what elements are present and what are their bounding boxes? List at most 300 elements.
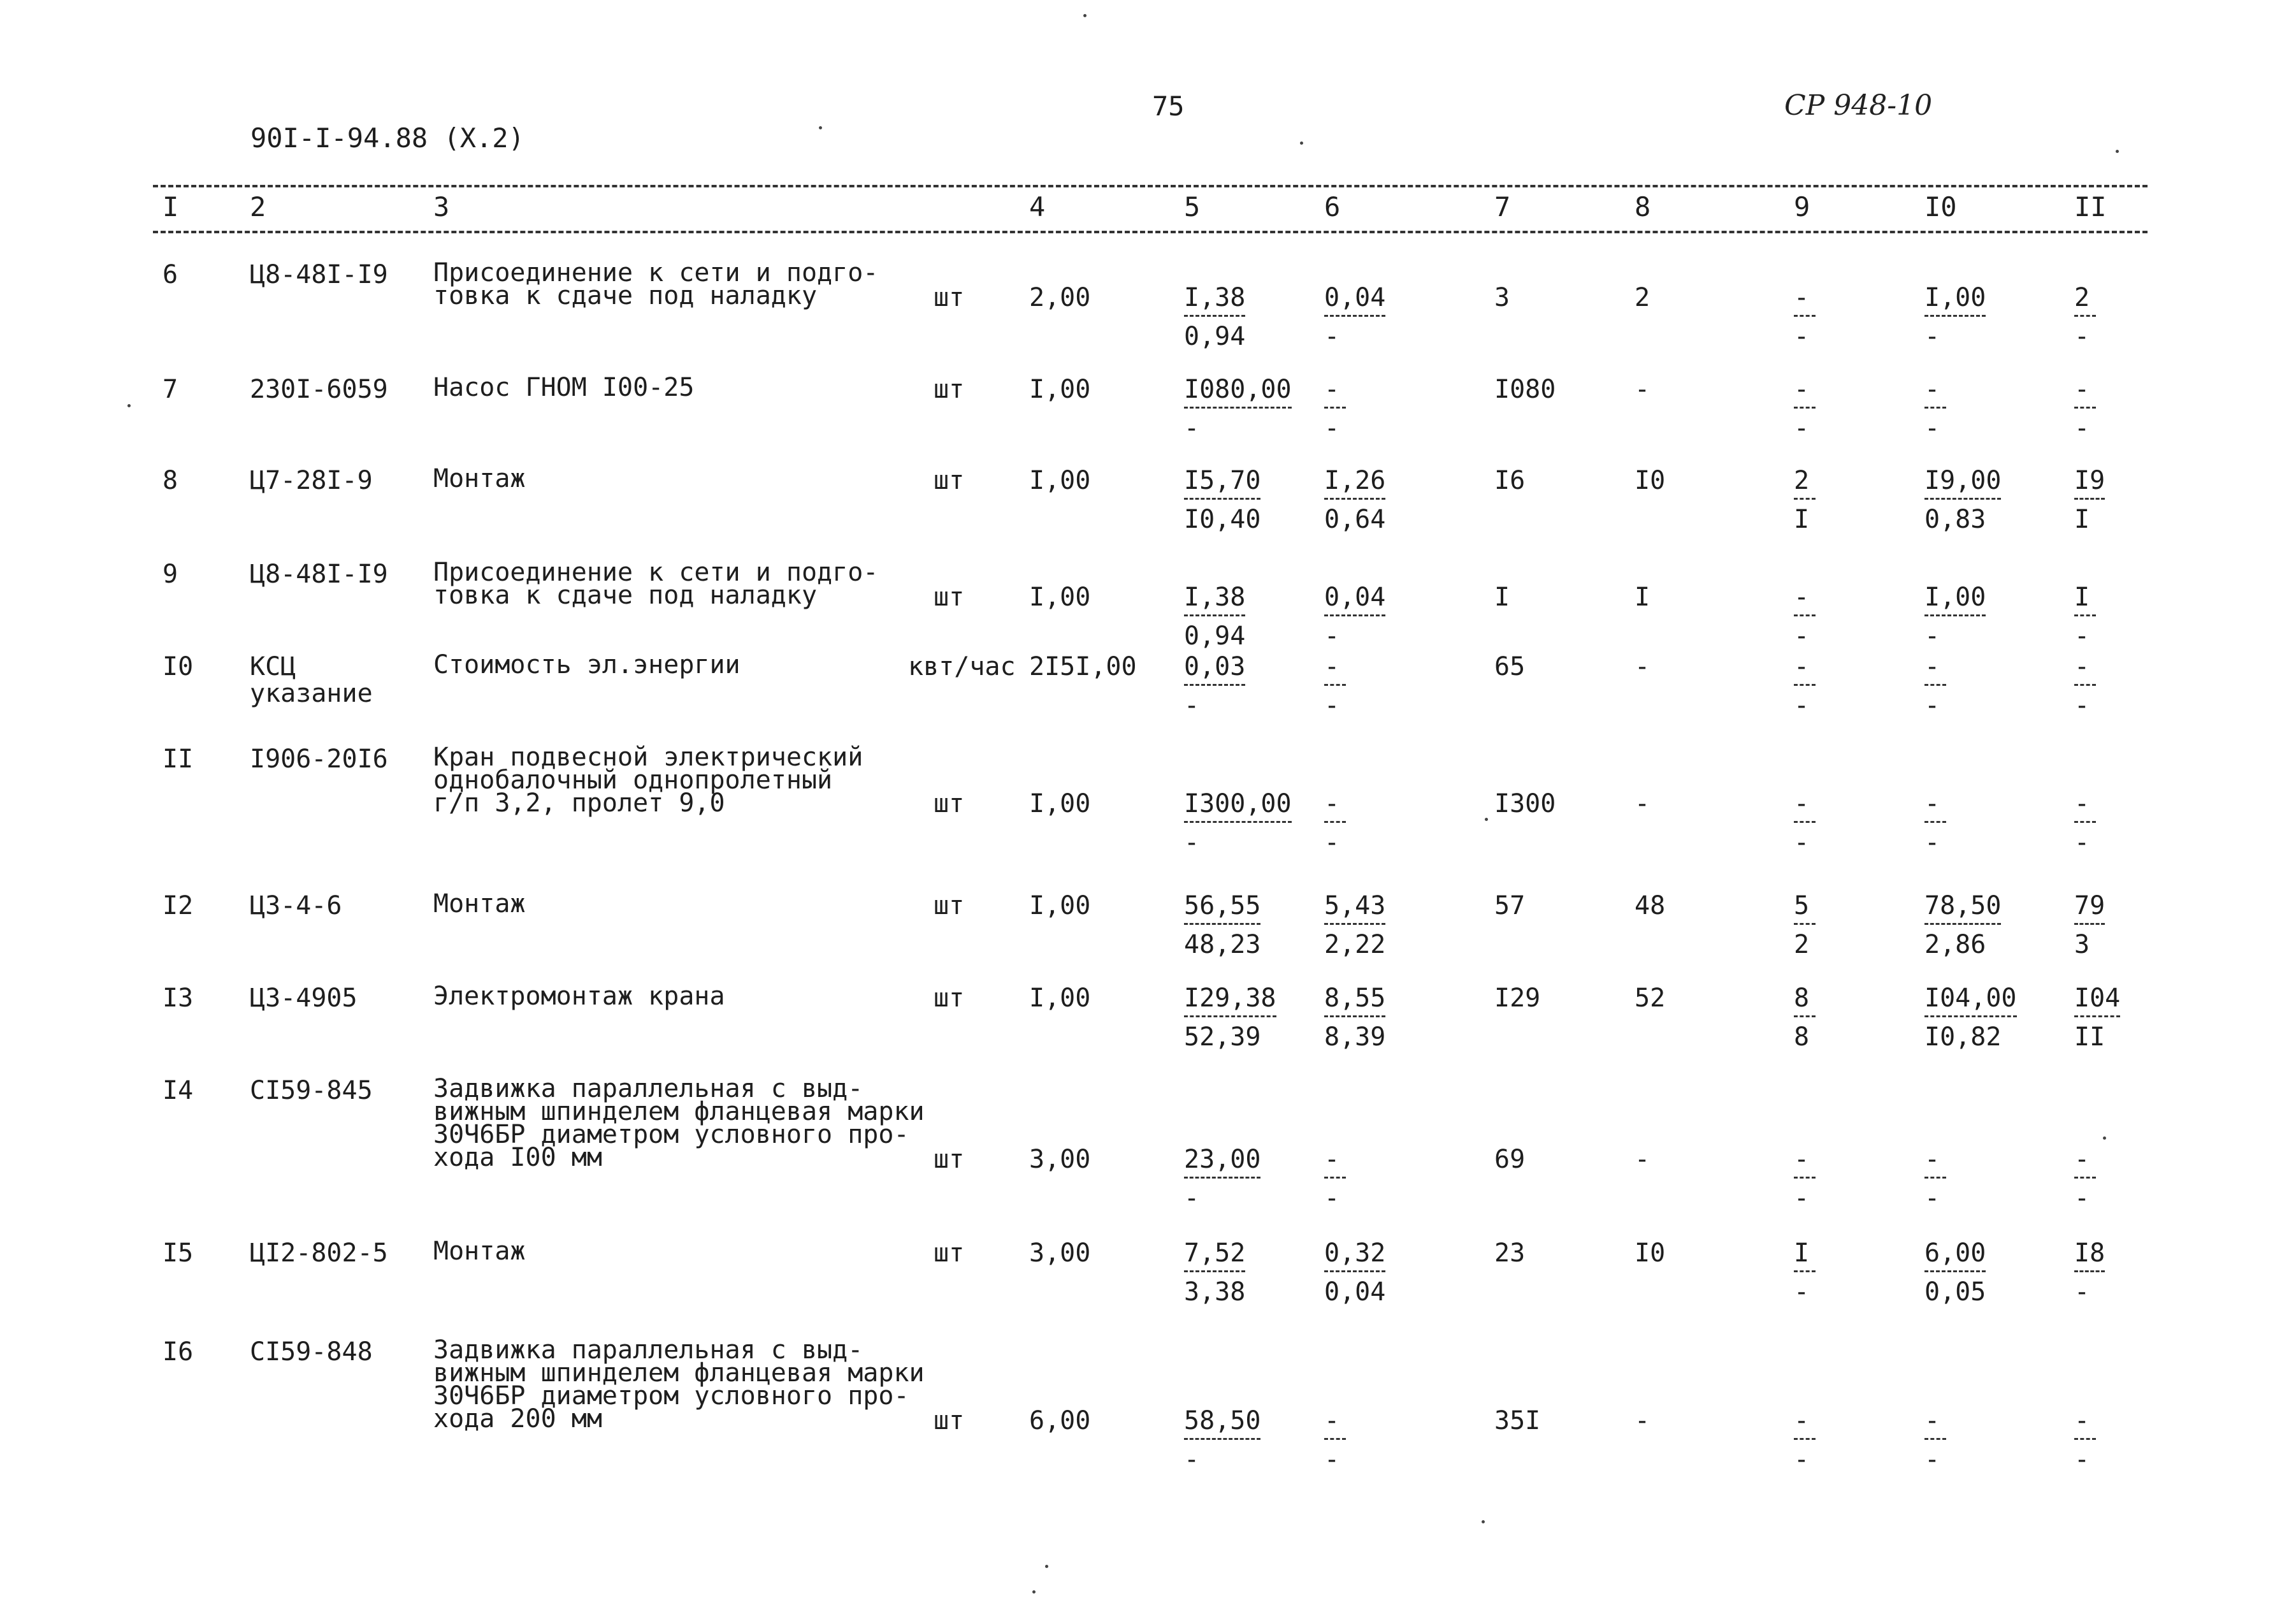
fraction-col-9: [1794, 985, 1816, 1050]
quantity: I,00: [1029, 891, 1091, 920]
fraction-denominator: I0,40: [1184, 505, 1261, 534]
fraction-denominator: -: [1184, 1445, 1200, 1474]
total-cost: I: [1494, 583, 1510, 612]
row-number: I2: [162, 891, 194, 920]
fraction-bar: [1184, 315, 1245, 317]
fraction-numerator: 6,00: [1924, 1238, 1986, 1268]
fraction-denominator: I: [2074, 505, 2090, 534]
item-code: Ц3-4-6: [250, 891, 342, 920]
item-code: Ц3-4905: [250, 984, 357, 1013]
fraction-numerator: I,00: [1924, 583, 1986, 612]
fraction-numerator: 2: [1794, 466, 1810, 495]
fraction-denominator: -: [2074, 691, 2090, 720]
unit: шт: [934, 583, 965, 612]
fraction-numerator: -: [1794, 789, 1810, 818]
fraction-numerator: 8,55: [1324, 984, 1386, 1013]
item-code: I906-20I6: [250, 744, 388, 774]
total-cost: 69: [1494, 1145, 1526, 1174]
fraction-bar: [1184, 1438, 1260, 1440]
column-header-6: 6: [1324, 191, 1341, 222]
handwritten-reference: СР 948-10: [1784, 89, 1933, 122]
wage-total: -: [1635, 375, 1650, 404]
quantity: I,00: [1029, 466, 1091, 495]
fraction-col-9: [1794, 892, 1816, 958]
fraction-bar: [1324, 1015, 1385, 1017]
quantity: I,00: [1029, 375, 1091, 404]
fraction-col-5: [1184, 376, 1292, 442]
fraction-col-10: [1924, 284, 1986, 350]
fraction-denominator: -: [1794, 1445, 1810, 1474]
total-cost: 65: [1494, 652, 1526, 681]
fraction-col-10: [1924, 584, 1986, 650]
fraction-denominator: -: [1924, 621, 1940, 651]
row-number: 6: [162, 260, 178, 289]
unit: квт/час: [908, 652, 1016, 681]
item-description: Задвижка параллельная с выд- вижным шпинделем фланцевая марки 30Ч6БР диаметром условного про- хода 200 мм: [433, 1335, 925, 1434]
fraction-col-10: [1924, 985, 2017, 1050]
fraction-bar: [1924, 614, 1986, 616]
fraction-numerator: I,38: [1184, 583, 1246, 612]
fraction-bar: [1324, 407, 1346, 409]
fraction-col-10: [1924, 1407, 1946, 1473]
wage-total: I: [1635, 583, 1650, 612]
fraction-numerator: I080,00: [1184, 375, 1292, 404]
fraction-bar: [1794, 1270, 1816, 1272]
fraction-col-10: [1924, 892, 2001, 958]
fraction-col-5: [1184, 1407, 1260, 1473]
fraction-numerator: 0,04: [1324, 583, 1386, 612]
fraction-col-9: [1794, 584, 1816, 650]
fraction-numerator: -: [2074, 652, 2090, 681]
fraction-col-5: [1184, 892, 1260, 958]
fraction-bar: [1324, 821, 1346, 823]
wage-total: -: [1635, 1406, 1650, 1435]
fraction-bar: [1924, 1177, 1946, 1179]
unit: шт: [934, 1406, 965, 1435]
fraction-bar: [1324, 1270, 1385, 1272]
fraction-col-6: [1324, 653, 1346, 719]
item-description: Присоединение к сети и подго- товка к сдаче под наладку: [433, 558, 879, 610]
fraction-col-9: [1794, 284, 1816, 350]
fraction-denominator: -: [1324, 1445, 1340, 1474]
fraction-denominator: -: [1924, 828, 1940, 857]
fraction-denominator: -: [1184, 414, 1200, 443]
fraction-bar: [1184, 1270, 1245, 1272]
fraction-numerator: 0,04: [1324, 283, 1386, 312]
quantity: I,00: [1029, 789, 1091, 818]
fraction-numerator: -: [1794, 1145, 1810, 1174]
wage-total: -: [1635, 789, 1650, 818]
fraction-col-11: [2074, 985, 2120, 1050]
quantity: I,00: [1029, 583, 1091, 612]
fraction-bar: [2074, 1177, 2096, 1179]
fraction-bar: [1924, 1270, 1986, 1272]
item-description: Кран подвесной электрический однобалочный однопролетный г/п 3,2, пролет 9,0: [433, 743, 863, 818]
fraction-denominator: 3: [2074, 930, 2090, 959]
fraction-col-6: [1324, 584, 1385, 650]
column-header-11: II: [2074, 191, 2107, 222]
fraction-numerator: 5: [1794, 891, 1810, 920]
fraction-numerator: 79: [2074, 891, 2105, 920]
fraction-numerator: I: [2074, 583, 2090, 612]
unit: шт: [934, 789, 965, 818]
row-number: I6: [162, 1337, 194, 1367]
item-code: Ц8-48I-I9: [250, 560, 388, 589]
fraction-bar: [1794, 614, 1816, 616]
fraction-denominator: 2: [1794, 930, 1810, 959]
fraction-col-6: [1324, 1407, 1346, 1473]
fraction-numerator: I,38: [1184, 283, 1246, 312]
fraction-numerator: -: [1924, 652, 1940, 681]
quantity: 6,00: [1029, 1406, 1091, 1435]
fraction-denominator: -: [2074, 414, 2090, 443]
fraction-bar: [1184, 923, 1260, 925]
total-cost: 3: [1494, 283, 1510, 312]
scan-speck: [127, 404, 131, 407]
fraction-col-10: [1924, 467, 2001, 533]
fraction-bar: [2074, 1438, 2096, 1440]
fraction-col-11: [2074, 1240, 2105, 1305]
fraction-col-10: [1924, 1146, 1946, 1212]
unit: шт: [934, 375, 965, 404]
fraction-numerator: 5,43: [1324, 891, 1386, 920]
column-header-10: I0: [1924, 191, 1957, 222]
fraction-bar: [2074, 923, 2105, 925]
fraction-col-11: [2074, 376, 2096, 442]
fraction-col-5: [1184, 467, 1260, 533]
fraction-col-11: [2074, 653, 2096, 719]
fraction-numerator: I300,00: [1184, 789, 1292, 818]
fraction-denominator: -: [1924, 322, 1940, 351]
quantity: 2,00: [1029, 283, 1091, 312]
fraction-col-5: [1184, 1146, 1260, 1212]
fraction-numerator: -: [2074, 375, 2090, 404]
fraction-bar: [1794, 923, 1816, 925]
item-description: Стоимость эл.энергии: [433, 650, 740, 679]
fraction-denominator: 0,64: [1324, 505, 1386, 534]
fraction-denominator: -: [1794, 691, 1810, 720]
fraction-col-9: [1794, 376, 1816, 442]
fraction-denominator: 3,38: [1184, 1277, 1246, 1307]
quantity: 3,00: [1029, 1238, 1091, 1268]
total-cost: 23: [1494, 1238, 1526, 1268]
wage-total: -: [1635, 652, 1650, 681]
fraction-numerator: I,26: [1324, 466, 1386, 495]
item-description: Монтаж: [433, 1237, 526, 1266]
item-code: Ц7-28I-9: [250, 466, 373, 495]
fraction-numerator: I5,70: [1184, 466, 1261, 495]
fraction-col-11: [2074, 892, 2105, 958]
fraction-bar: [1794, 1177, 1816, 1179]
fraction-bar: [1924, 1015, 2017, 1017]
scan-speck: [2103, 1136, 2106, 1140]
fraction-denominator: -: [1794, 828, 1810, 857]
fraction-bar: [1924, 923, 2001, 925]
fraction-col-9: [1794, 1146, 1816, 1212]
fraction-denominator: -: [1924, 414, 1940, 443]
fraction-bar: [1324, 1177, 1346, 1179]
fraction-numerator: I04,00: [1924, 984, 2017, 1013]
scan-speck: [819, 126, 822, 129]
scan-speck: [1485, 818, 1488, 821]
fraction-bar: [2074, 498, 2105, 500]
fraction-bar: [1924, 407, 1946, 409]
fraction-numerator: 58,50: [1184, 1406, 1261, 1435]
wage-total: 48: [1635, 891, 1666, 920]
total-cost: 57: [1494, 891, 1526, 920]
fraction-numerator: 0,32: [1324, 1238, 1386, 1268]
fraction-bar: [2074, 614, 2096, 616]
column-header-1: I: [162, 191, 179, 222]
fraction-numerator: -: [1794, 283, 1810, 312]
fraction-bar: [1324, 684, 1346, 686]
fraction-denominator: -: [2074, 828, 2090, 857]
unit: шт: [934, 1238, 965, 1268]
fraction-denominator: 52,39: [1184, 1022, 1261, 1052]
fraction-bar: [1324, 1438, 1346, 1440]
fraction-numerator: 7,52: [1184, 1238, 1246, 1268]
column-header-7: 7: [1494, 191, 1511, 222]
wage-total: -: [1635, 1145, 1650, 1174]
fraction-denominator: I: [1794, 505, 1810, 534]
fraction-bar: [2074, 315, 2096, 317]
fraction-denominator: II: [2074, 1022, 2105, 1052]
scan-speck: [1032, 1590, 1036, 1594]
fraction-denominator: 2,86: [1924, 930, 1986, 959]
row-number: II: [162, 744, 194, 774]
header-top-rule: [153, 185, 2148, 187]
fraction-bar: [1184, 684, 1245, 686]
fraction-bar: [1324, 614, 1385, 616]
fraction-denominator: -: [1794, 322, 1810, 351]
fraction-col-5: [1184, 584, 1245, 650]
row-number: 9: [162, 560, 178, 589]
fraction-bar: [1324, 315, 1385, 317]
fraction-numerator: I04: [2074, 984, 2121, 1013]
fraction-bar: [1794, 498, 1816, 500]
fraction-denominator: -: [1794, 621, 1810, 651]
fraction-col-11: [2074, 790, 2096, 856]
fraction-col-6: [1324, 467, 1385, 533]
item-code: Ц8-48I-I9: [250, 260, 388, 289]
fraction-denominator: -: [2074, 621, 2090, 651]
fraction-col-5: [1184, 284, 1245, 350]
fraction-bar: [1794, 1015, 1816, 1017]
fraction-denominator: 0,04: [1324, 1277, 1386, 1307]
fraction-bar: [2074, 821, 2096, 823]
fraction-denominator: -: [1924, 691, 1940, 720]
total-cost: I080: [1494, 375, 1556, 404]
fraction-col-11: [2074, 1146, 2096, 1212]
fraction-numerator: -: [1324, 652, 1340, 681]
fraction-bar: [2074, 684, 2096, 686]
wage-total: 52: [1635, 984, 1666, 1013]
fraction-numerator: 56,55: [1184, 891, 1261, 920]
fraction-denominator: -: [1324, 322, 1340, 351]
item-code: СI59-848: [250, 1337, 373, 1367]
fraction-denominator: -: [2074, 1445, 2090, 1474]
fraction-col-6: [1324, 892, 1385, 958]
fraction-bar: [1324, 923, 1385, 925]
fraction-denominator: 0,83: [1924, 505, 1986, 534]
unit: шт: [934, 891, 965, 920]
item-description: Задвижка параллельная с выд- вижным шпинделем фланцевая марки 30Ч6БР диаметром условного про- хода I00 мм: [433, 1074, 925, 1172]
fraction-denominator: -: [2074, 322, 2090, 351]
fraction-col-9: [1794, 1407, 1816, 1473]
fraction-col-9: [1794, 653, 1816, 719]
fraction-bar: [1324, 498, 1385, 500]
wage-total: I0: [1635, 466, 1666, 495]
column-header-8: 8: [1635, 191, 1651, 222]
item-description: Насос ГНОМ I00-25: [433, 373, 695, 402]
wage-total: I0: [1635, 1238, 1666, 1268]
fraction-bar: [2074, 407, 2096, 409]
fraction-denominator: 8,39: [1324, 1022, 1386, 1052]
row-number: I5: [162, 1238, 194, 1268]
fraction-denominator: -: [1184, 1184, 1200, 1213]
fraction-bar: [1924, 821, 1946, 823]
fraction-bar: [1184, 1177, 1260, 1179]
fraction-col-5: [1184, 985, 1276, 1050]
fraction-numerator: 23,00: [1184, 1145, 1261, 1174]
scan-speck: [1083, 14, 1087, 17]
fraction-col-10: [1924, 376, 1946, 442]
fraction-col-6: [1324, 1240, 1385, 1305]
fraction-numerator: 2: [2074, 283, 2090, 312]
quantity: 3,00: [1029, 1145, 1091, 1174]
fraction-denominator: -: [1794, 414, 1810, 443]
fraction-numerator: I29,38: [1184, 984, 1276, 1013]
fraction-numerator: I8: [2074, 1238, 2105, 1268]
fraction-denominator: -: [2074, 1184, 2090, 1213]
total-cost: I6: [1494, 466, 1526, 495]
row-number: 7: [162, 375, 178, 404]
fraction-denominator: -: [1794, 1184, 1810, 1213]
column-header-4: 4: [1029, 191, 1046, 222]
fraction-col-6: [1324, 376, 1346, 442]
fraction-numerator: 78,50: [1924, 891, 2002, 920]
item-description: Присоединение к сети и подго- товка к сдаче под наладку: [433, 258, 879, 310]
fraction-denominator: -: [2074, 1277, 2090, 1307]
fraction-numerator: -: [2074, 1406, 2090, 1435]
fraction-bar: [1794, 684, 1816, 686]
fraction-numerator: I: [1794, 1238, 1810, 1268]
scan-speck: [1482, 1520, 1485, 1523]
fraction-numerator: -: [1324, 375, 1340, 404]
fraction-bar: [1924, 684, 1946, 686]
item-code: СI59-845: [250, 1076, 373, 1105]
unit: шт: [934, 984, 965, 1013]
fraction-col-5: [1184, 653, 1245, 719]
fraction-numerator: I,00: [1924, 283, 1986, 312]
wage-total: 2: [1635, 283, 1650, 312]
column-header-2: 2: [250, 191, 266, 222]
fraction-col-6: [1324, 790, 1346, 856]
fraction-numerator: -: [1794, 1406, 1810, 1435]
fraction-denominator: -: [1924, 1445, 1940, 1474]
unit: шт: [934, 466, 965, 495]
column-header-3: 3: [433, 191, 450, 222]
fraction-col-6: [1324, 985, 1385, 1050]
fraction-numerator: -: [2074, 789, 2090, 818]
fraction-numerator: -: [1794, 583, 1810, 612]
document-code: 90I-I-94.88 (X.2): [250, 122, 524, 154]
fraction-col-9: [1794, 1240, 1816, 1305]
quantity: I,00: [1029, 984, 1091, 1013]
fraction-denominator: 0,05: [1924, 1277, 1986, 1307]
item-code: 230I-6059: [250, 375, 388, 404]
column-header-5: 5: [1184, 191, 1201, 222]
fraction-numerator: -: [1924, 1145, 1940, 1174]
unit: шт: [934, 1145, 965, 1174]
fraction-numerator: I9,00: [1924, 466, 2002, 495]
fraction-denominator: -: [1324, 828, 1340, 857]
fraction-bar: [1924, 498, 2001, 500]
fraction-col-6: [1324, 1146, 1346, 1212]
fraction-col-9: [1794, 790, 1816, 856]
fraction-bar: [1184, 407, 1292, 409]
fraction-bar: [1924, 315, 1986, 317]
fraction-denominator: -: [1324, 414, 1340, 443]
row-number: I0: [162, 652, 194, 681]
item-description: Монтаж: [433, 464, 526, 493]
fraction-numerator: -: [1924, 375, 1940, 404]
fraction-col-10: [1924, 790, 1946, 856]
fraction-col-10: [1924, 653, 1946, 719]
fraction-denominator: -: [1794, 1277, 1810, 1307]
fraction-denominator: 48,23: [1184, 930, 1261, 959]
fraction-numerator: -: [1324, 1406, 1340, 1435]
fraction-numerator: -: [1324, 789, 1340, 818]
fraction-denominator: 0,94: [1184, 322, 1246, 351]
fraction-col-6: [1324, 284, 1385, 350]
fraction-numerator: -: [2074, 1145, 2090, 1174]
row-number: I3: [162, 984, 194, 1013]
row-number: I4: [162, 1076, 194, 1105]
scan-speck: [1045, 1565, 1048, 1568]
fraction-denominator: 8: [1794, 1022, 1810, 1052]
fraction-bar: [1794, 315, 1816, 317]
fraction-numerator: 0,03: [1184, 652, 1246, 681]
fraction-numerator: -: [1324, 1145, 1340, 1174]
fraction-bar: [1794, 407, 1816, 409]
fraction-denominator: -: [1924, 1184, 1940, 1213]
fraction-numerator: -: [1794, 652, 1810, 681]
item-code: ЦI2-802-5: [250, 1238, 388, 1268]
fraction-bar: [1184, 614, 1245, 616]
fraction-bar: [1794, 1438, 1816, 1440]
header-bottom-rule: [153, 231, 2148, 233]
page-number: 75: [1152, 91, 1185, 122]
scan-speck: [2116, 150, 2119, 153]
scan-speck: [1300, 142, 1303, 145]
fraction-numerator: -: [1794, 375, 1810, 404]
fraction-numerator: -: [1924, 1406, 1940, 1435]
total-cost: 35I: [1494, 1406, 1541, 1435]
fraction-bar: [1924, 1438, 1946, 1440]
total-cost: I300: [1494, 789, 1556, 818]
item-code: КСЦ указание: [250, 652, 373, 708]
fraction-col-9: [1794, 467, 1816, 533]
fraction-col-11: [2074, 584, 2096, 650]
total-cost: I29: [1494, 984, 1541, 1013]
fraction-col-11: [2074, 1407, 2096, 1473]
fraction-col-5: [1184, 1240, 1245, 1305]
fraction-bar: [2074, 1015, 2120, 1017]
fraction-col-11: [2074, 467, 2105, 533]
fraction-col-5: [1184, 790, 1292, 856]
quantity: 2I5I,00: [1029, 652, 1137, 681]
